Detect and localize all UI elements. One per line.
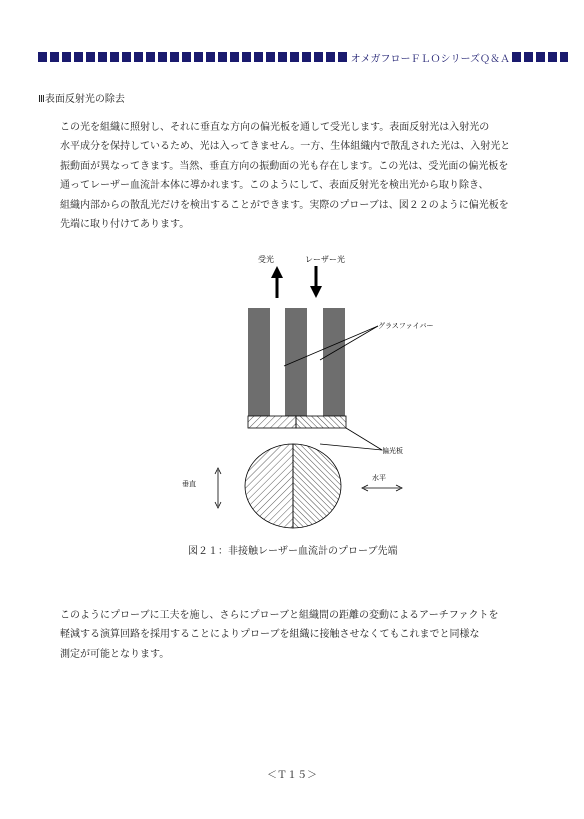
figure-caption: 図２１：非接触レーザー血流計のプローブ先端 xyxy=(188,546,398,557)
paragraph-line: 通ってレーザー血流計本体に導かれます。このようにして、表面反射光を検出光から取り除き、 xyxy=(60,180,489,192)
tissue-circle xyxy=(245,444,341,528)
page-header xyxy=(38,50,568,64)
header-decoration-left xyxy=(38,52,349,62)
polarizer-label: 偏光板 xyxy=(382,447,403,455)
probe-diagram xyxy=(160,248,450,538)
laser-label: レーザー光 xyxy=(305,255,345,264)
page-number: ＜Ｔ１５＞ xyxy=(267,770,317,781)
paragraph-line: このようにプローブに工夫を施し、さらにプローブと組織間の距離の変動によるアーチファクトを xyxy=(60,610,499,621)
paragraph-2 xyxy=(60,606,580,664)
paragraph-line: 軽減する演算回路を採用することによりプローブを組織に接触させなくてもこれまでと同様な xyxy=(60,629,480,641)
paragraph-line: 組織内部からの散乱光だけを検出することができます。実際のプローブは、図２２のように偏光板を xyxy=(60,199,509,211)
polarizer-plates xyxy=(248,416,346,428)
section-title: Ⅲ表面反射光の除去 xyxy=(38,94,125,105)
paragraph-line: 振動面が異なってきます。当然、垂直方向の振動面の光も存在します。この光は、受光面の偏光板を xyxy=(60,160,509,172)
laser-arrow xyxy=(310,266,322,298)
paragraph-line: この光を組織に照射し、それに垂直な方向の偏光板を通して受光します。表面反射光は入射光の xyxy=(60,122,490,133)
glass-fibers xyxy=(248,308,345,416)
header-decoration-right xyxy=(512,52,568,62)
receive-label: 受光 xyxy=(258,255,274,264)
horizontal-arrow xyxy=(362,485,402,491)
polarizer-pointer-line xyxy=(320,444,382,450)
vertical-arrow xyxy=(215,468,221,508)
paragraph-line: 水平成分を保持しているため、光は入ってきません。一方、生体組織内で散乱された光は、入射光と xyxy=(60,141,511,153)
paragraph-1 xyxy=(60,118,580,234)
horizontal-label: 水平 xyxy=(372,474,386,482)
glass-fiber-label: グラスファイバー xyxy=(378,322,434,330)
receive-arrow xyxy=(271,266,283,298)
probe-diagram-svg xyxy=(160,248,450,538)
vertical-label: 垂直 xyxy=(182,480,196,488)
header-title: オメガフローＦＬＯシリーズＱ＆Ａ xyxy=(350,53,510,65)
paragraph-line: 測定が可能となります。 xyxy=(60,648,170,660)
paragraph-line: 先端に取り付けてあります。 xyxy=(60,219,190,231)
